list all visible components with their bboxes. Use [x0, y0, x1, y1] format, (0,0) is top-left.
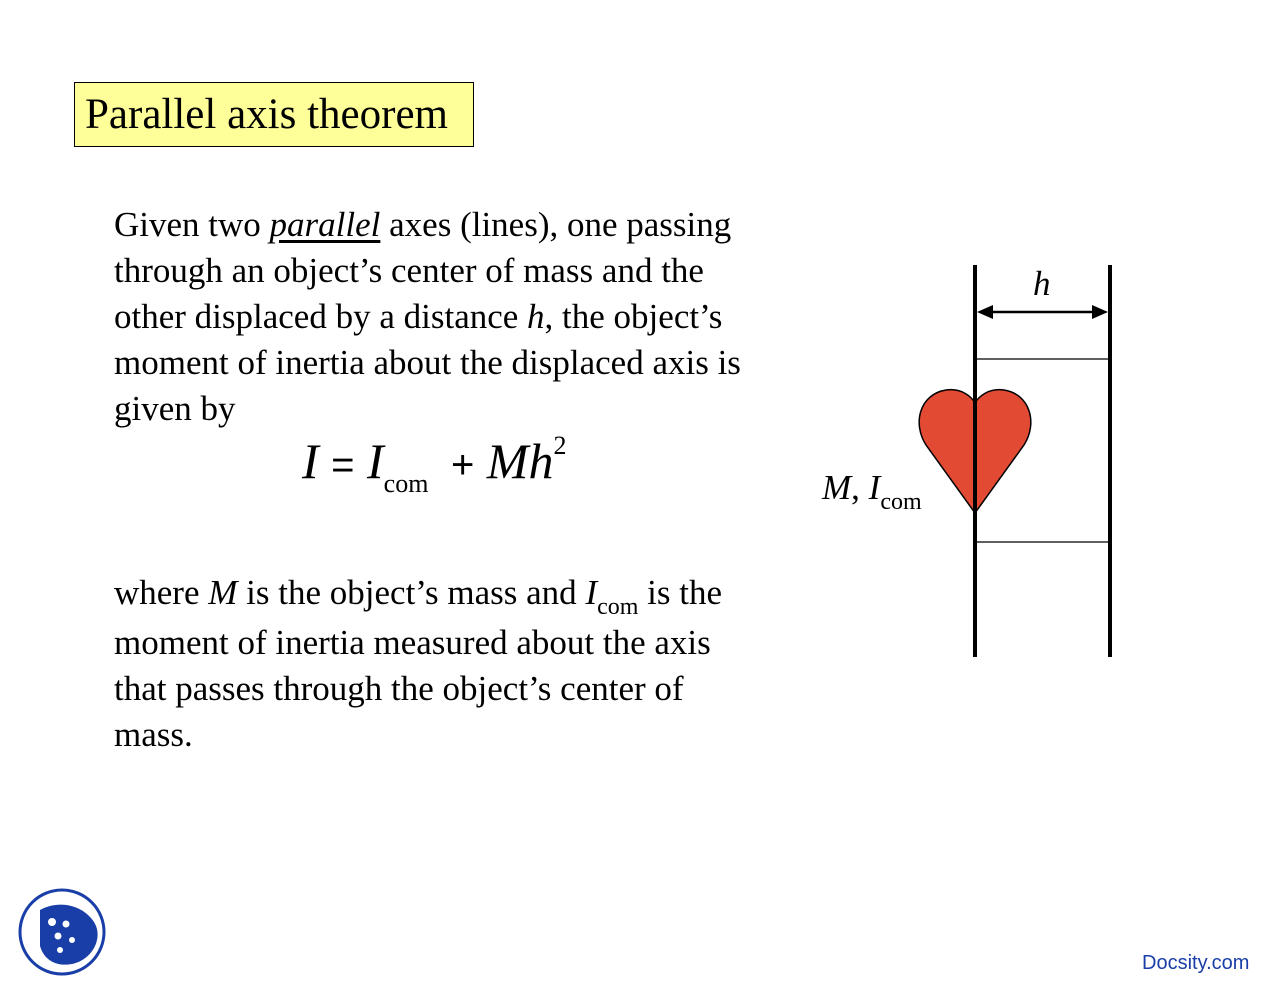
definition-line-3: that passes through the object’s center of [114, 669, 684, 708]
slide-title: Parallel axis theorem [74, 82, 474, 147]
definition-line-2: moment of inertia measured about the axis [114, 623, 711, 662]
definition-line-1: where M is the object’s mass and $I_{com}$ is the [114, 573, 723, 620]
arrowhead-right-icon [1092, 305, 1108, 319]
statement-line-2: through an object’s center of mass and the [114, 251, 704, 290]
statement-line-5: given by [114, 389, 236, 428]
distance-label: h [1033, 264, 1051, 303]
object-label: M, $I_{com}$ [822, 468, 922, 515]
parallel-emphasis: parallel [269, 205, 381, 244]
arrowhead-left-icon [977, 305, 993, 319]
docsity-brand-link[interactable]: Docsity.com [1142, 952, 1250, 974]
definition-line-4: mass. [114, 715, 193, 754]
parallel-axis-formula: $I = I_{com} + Mh^2$ [302, 431, 567, 498]
statement-line-1: Given two parallel axes (lines), one passing [114, 205, 732, 244]
statement-line-3: other displaced by a distance h, the object’s [114, 297, 723, 336]
docsity-logo-icon [18, 888, 108, 978]
statement-line-4: moment of inertia about the displaced axis is [114, 343, 741, 382]
